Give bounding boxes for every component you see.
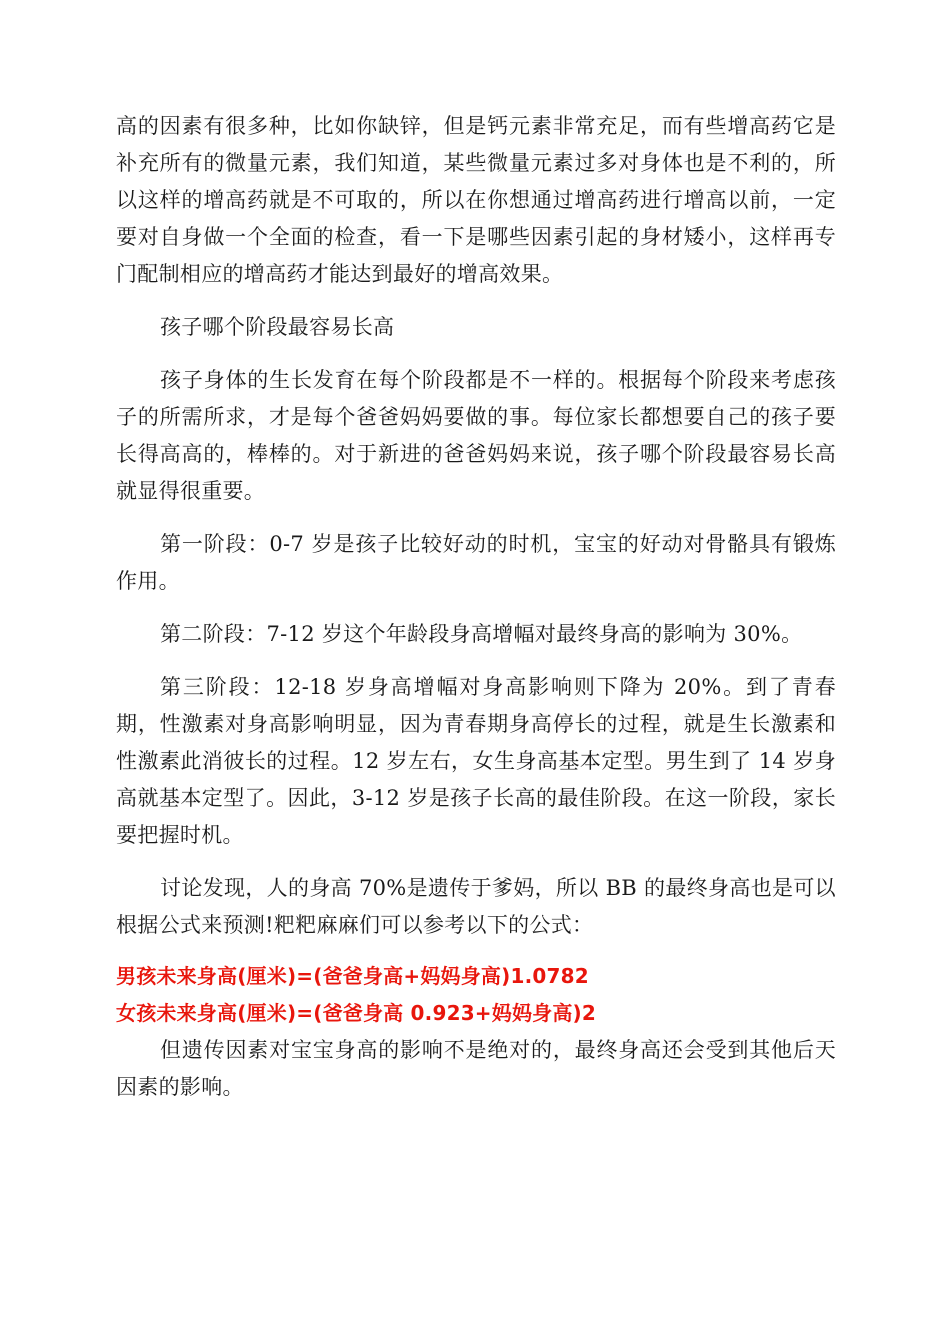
closing-paragraph: 但遗传因素对宝宝身高的影响不是绝对的，最终身高还会受到其他后天因素的影响。 [116, 1038, 836, 1099]
stage-two-paragraph: 第二阶段：7-12 岁这个年龄段身高增幅对最终身高的影响为 30%。 [160, 622, 803, 646]
stage-three-paragraph: 第三阶段：12-18 岁身高增幅对身高影响则下降为 20%。到了青春期，性激素对身高影响明显，因为青春期身高停长的过程，就是生长激素和性激素此消彼长的过程。12 岁左右，女生身高基本定型。男生到了 14 岁身高就基本定型了。因此，3-12 岁是孩子长高的最佳阶段。在这一阶段，家长要把握时机。 [116, 675, 836, 847]
intro-continued-paragraph: 高的因素有很多种，比如你缺锌，但是钙元素非常充足，而有些增高药它是补充所有的微量元素，我们知道，某些微量元素过多对身体也是不利的，所以这样的增高药就是不可取的，所以在你想通过增高药进行增高以前，一定要对自身做一个全面的检查，看一下是哪些因素引起的身材矮小，这样再专门配制相应的增高药才能达到最好的增高效果。 [116, 114, 836, 286]
section-heading: 孩子哪个阶段最容易长高 [160, 315, 395, 339]
formula-block [116, 958, 836, 1032]
growth-intro-paragraph: 孩子身体的生长发育在每个阶段都是不一样的。根据每个阶段来考虑孩子的所需所求，才是每个爸爸妈妈要做的事。每位家长都想要自己的孩子要长得高高的，棒棒的。对于新进的爸爸妈妈来说，孩子哪个阶段最容易长高就显得很重要。 [116, 368, 836, 503]
boy-height-formula: 男孩未来身高(厘米)=(爸爸身高+妈妈身高)1.0782 [116, 964, 589, 988]
heredity-paragraph: 讨论发现，人的身高 70%是遗传于爹妈，所以 BB 的最终身高也是可以根据公式来预测!粑粑麻麻们可以参考以下的公式： [116, 876, 836, 937]
stage-one-paragraph: 第一阶段：0-7 岁是孩子比较好动的时机，宝宝的好动对骨骼具有锻炼作用。 [116, 532, 836, 593]
document-page [116, 108, 836, 1106]
girl-height-formula: 女孩未来身高(厘米)=(爸爸身高 0.923+妈妈身高)2 [116, 1001, 597, 1025]
